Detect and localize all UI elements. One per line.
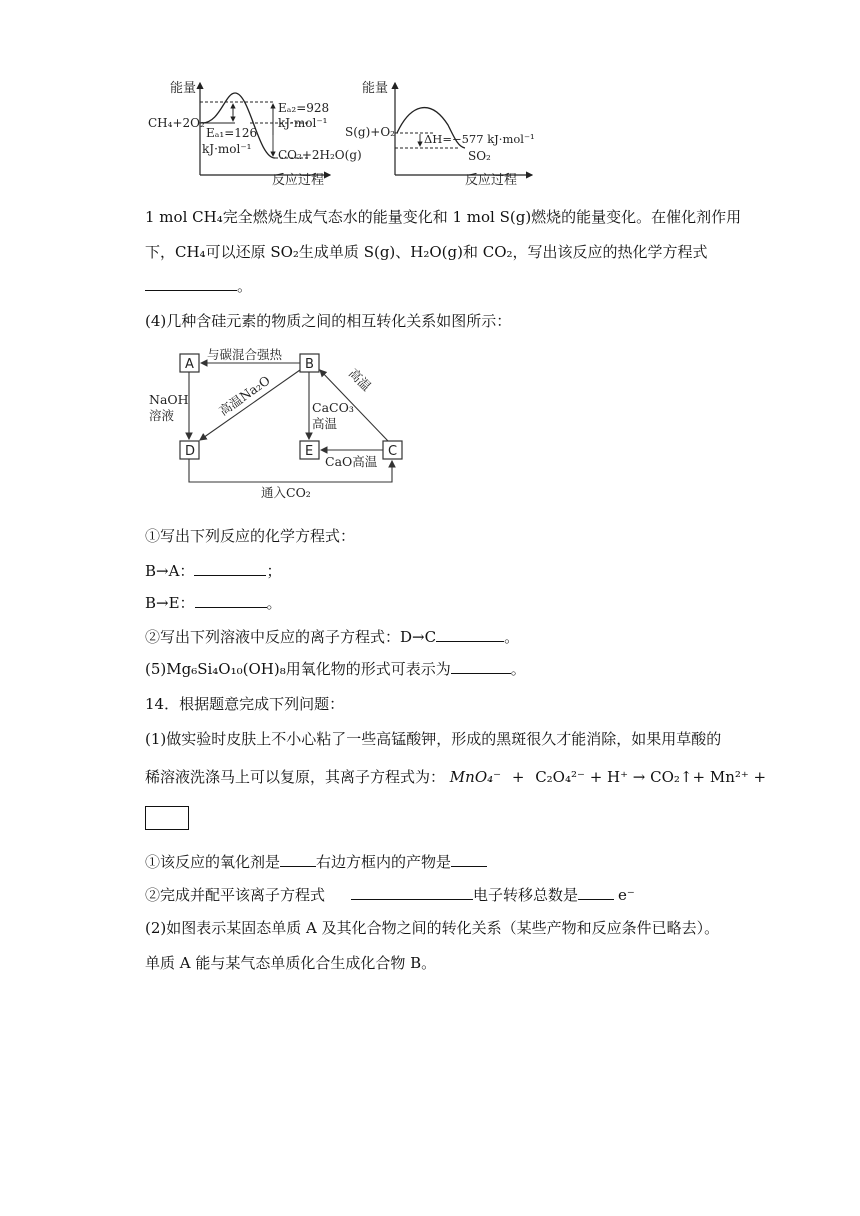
node-c: C [388, 444, 398, 459]
edge-label-c-e: CaO高温 [325, 454, 378, 469]
q3-line3: 。 [145, 276, 252, 296]
edge-label-d-c: 通入CO₂ [261, 485, 311, 500]
reactants-label: S(g)+O₂ [345, 125, 395, 139]
q5: (5)Mg₆Si₄O₁₀(OH)₈用氧化物的形式可表示为 。 [145, 660, 526, 678]
edge-label-b-e-2: 高温 [312, 416, 338, 431]
ea2-unit: kJ·mol⁻¹ [278, 116, 328, 130]
ea1-label: Eₐ₁=126 [206, 126, 258, 140]
answer-blank[interactable] [145, 276, 237, 291]
q14-q1a: ①该反应的氧化剂是 右边方框内的产物是 [145, 852, 487, 872]
eq-c2o4: C₂O₄²⁻ [535, 768, 585, 786]
silicon-conversion-diagram [145, 342, 410, 507]
y-axis-label: 能量 [362, 81, 389, 96]
q14-p1-line1: (1)做实验时皮肤上不小心粘了一些高锰酸钾，形成的黑斑很久才能消除，如果用草酸的 [145, 730, 722, 748]
dh-label: ΔH=−577 kJ·mol⁻¹ [424, 132, 535, 146]
edge-label-b-e-1: CaCO₃ [312, 400, 354, 415]
q4-sub2: ②写出下列溶液中反应的离子方程式：D→C 。 [145, 628, 520, 646]
edge-label-c-b: 高温 [345, 365, 375, 394]
y-axis-label: 能量 [170, 81, 197, 96]
node-a: A [185, 357, 194, 372]
node-d: D [185, 444, 196, 459]
q14-p2-line1: (2)如图表示某固态单质 A 及其化合物之间的转化关系（某些产物和反应条件已略去）。 [145, 919, 720, 937]
x-axis-label: 反应过程 [272, 173, 325, 188]
eq-rest: + H⁺ → CO₂↑+ Mn²⁺ + [589, 768, 767, 786]
eq-plus: + [511, 768, 525, 786]
product-answer-box[interactable] [145, 806, 189, 830]
answer-blank[interactable] [280, 852, 316, 867]
node-e: E [305, 444, 314, 459]
x-axis-label: 反应过程 [465, 173, 518, 188]
answer-blank[interactable] [436, 627, 504, 642]
edge-label-a-d-1: NaOH [149, 392, 189, 407]
energy-diagram-methane [140, 75, 370, 190]
q3-line1: 1 mol CH₄完全燃烧生成气态水的能量变化和 1 mol S(g)燃烧的能量变化。在催化剂作用 [145, 208, 742, 226]
ea2-label: Eₐ₂=928 [278, 101, 330, 115]
answer-blank[interactable] [351, 885, 473, 900]
q4-sub1: ①写出下列反应的化学方程式： [145, 527, 356, 545]
q4-b-to-a: B→A： ； [145, 562, 282, 580]
ea1-unit: kJ·mol⁻¹ [202, 142, 252, 156]
answer-blank[interactable] [451, 852, 487, 867]
answer-blank[interactable] [451, 659, 511, 674]
reactants-label: CH₄+2O₂ [148, 116, 205, 130]
q4-intro: (4)几种含硅元素的物质之间的相互转化关系如图所示： [145, 312, 512, 330]
q14-p1-line2: 稀溶液洗涤马上可以复原，其离子方程式为： MnO₄⁻ + C₂O₄²⁻ + H⁺ → CO₂↑+ Mn²⁺ + [145, 768, 767, 786]
q14-title: 14．根据题意完成下列问题： [145, 695, 345, 713]
products-label: CO₂+2H₂O(g) [278, 148, 362, 162]
q3-line2: 下，CH₄可以还原 SO₂生成单质 S(g)、H₂O(g)和 CO₂，写出该反应的热化学方程式 [145, 243, 708, 261]
q14-q1b: ②完成并配平该离子方程式 电子转移总数是 e⁻ [145, 886, 635, 904]
answer-blank[interactable] [194, 561, 266, 576]
edge-label-b-d: 高温Na₂O [216, 372, 273, 419]
q4-b-to-e: B→E： 。 [145, 594, 282, 612]
answer-blank[interactable] [195, 593, 267, 608]
q14-p2-line2: 单质 A 能与某气态单质化合生成化合物 B。 [145, 954, 437, 972]
answer-blank[interactable] [578, 885, 614, 900]
products-label: SO₂ [468, 149, 491, 163]
edge-label-a-d-2: 溶液 [149, 408, 175, 423]
energy-diagram-sulfur [340, 75, 540, 190]
eq-mno4: MnO₄⁻ [449, 768, 502, 786]
edge-label-b-a: 与碳混合强热 [207, 347, 283, 362]
node-b: B [305, 357, 314, 372]
